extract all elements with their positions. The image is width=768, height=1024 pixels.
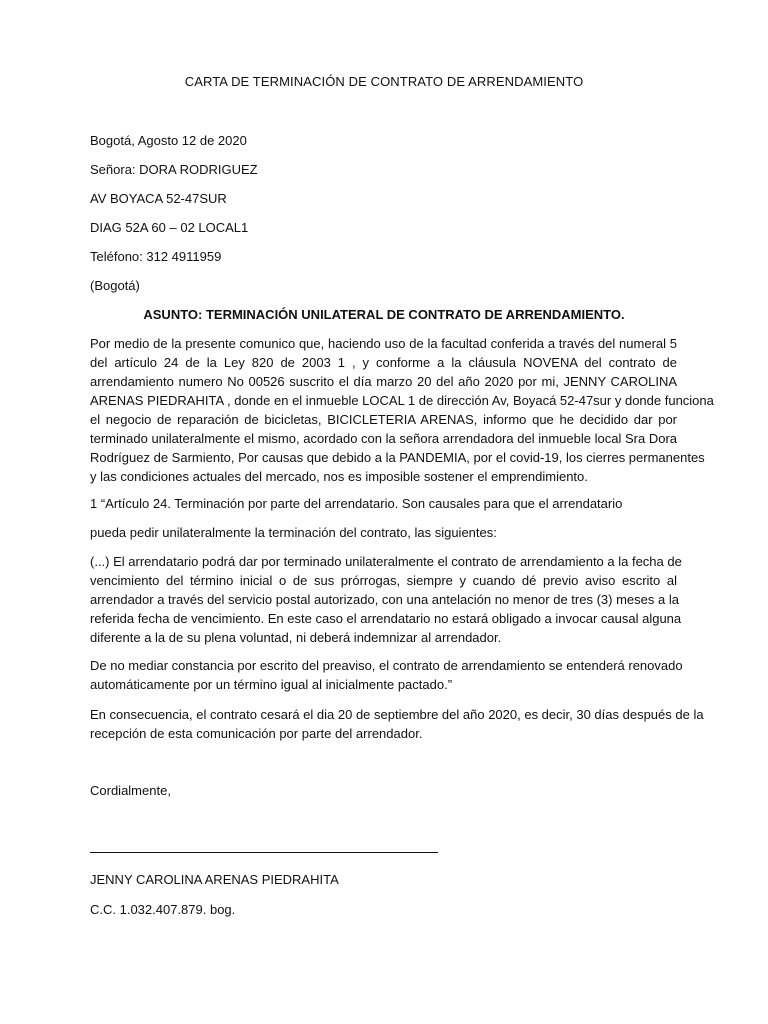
signer-name: JENNY CAROLINA ARENAS PIEDRAHITA — [90, 872, 339, 887]
paragraph-line: diferente a la de su plena voluntad, ni deberá indemnizar al arrendador. — [90, 630, 502, 645]
phone-line: Teléfono: 312 4911959 — [90, 249, 222, 264]
address-line-2: DIAG 52A 60 – 02 LOCAL1 — [90, 220, 249, 235]
paragraph-line: Rodríguez de Sarmiento, Por causas que debido a la PANDEMIA, por el covid-19, los cierres permanentes — [90, 450, 705, 465]
paragraph-line: arrendador a través del servicio postal autorizado, con una antelación no menor de tres (3) meses a la — [90, 592, 679, 607]
paragraph-line: el negocio de reparación de bicicletas, BICICLETERIA ARENAS, informo que he decidido dar por — [90, 412, 677, 427]
paragraph-line: automáticamente por un término igual al inicialmente pactado.” — [90, 677, 453, 692]
body-paragraph-2 — [90, 552, 682, 647]
paragraph-line: En consecuencia, el contrato cesará el dia 20 de septiembre del año 2020, es decir, 30 días después de la — [90, 707, 704, 722]
closing-line: Cordialmente, — [90, 783, 171, 798]
paragraph-line: (...) El arrendatario podrá dar por terminado unilateralmente el contrato de arrendamiento a la fecha de — [90, 554, 682, 569]
paragraph-line: recepción de esta comunicación por parte del arrendador. — [90, 726, 423, 741]
paragraph-line: referida fecha de vencimiento. En este caso el arrendatario no estará obligado a invocar causal alguna — [90, 611, 682, 626]
paragraph-line: del artículo 24 de la Ley 820 de 2003 1 , y conforme a la cláusula NOVENA del contrato de — [90, 355, 677, 370]
signer-id: C.C. 1.032.407.879. bog. — [90, 902, 236, 917]
paragraph-line: ARENAS PIEDRAHITA , donde en el inmueble LOCAL 1 de dirección Av, Boyacá 52-47sur y donde funciona — [90, 393, 714, 408]
recipient-line: Señora: DORA RODRIGUEZ — [90, 162, 258, 177]
subject-line: ASUNTO: TERMINACIÓN UNILATERAL DE CONTRATO DE ARRENDAMIENTO. — [143, 307, 625, 322]
footnote-line-1: 1 “Artículo 24. Terminación por parte del arrendatario. Son causales para que el arrendatario — [90, 496, 623, 511]
paragraph-line: vencimiento del término inicial o de sus prórrogas, siempre y cuando dé previo aviso escrito al — [90, 573, 677, 588]
body-paragraph-4 — [90, 705, 704, 743]
paragraph-line: y las condiciones actuales del mercado, nos es imposible sostener el emprendimiento. — [90, 469, 588, 484]
city-line: (Bogotá) — [90, 278, 140, 293]
body-paragraph-3 — [90, 656, 683, 694]
signature-line — [90, 852, 438, 853]
footnote-line-2: pueda pedir unilateralmente la terminación del contrato, las siguientes: — [90, 525, 497, 540]
paragraph-line: arrendamiento numero No 00526 suscrito el día marzo 20 del año 2020 por mi, JENNY CAROLINA — [90, 374, 677, 389]
document-title: CARTA DE TERMINACIÓN DE CONTRATO DE ARRENDAMIENTO — [184, 74, 584, 89]
address-line-1: AV BOYACA 52-47SUR — [90, 191, 227, 206]
paragraph-line: terminado unilateralmente el mismo, acordado con la señora arrendadora del inmueble local Sra Dora — [90, 431, 677, 446]
paragraph-line: Por medio de la presente comunico que, haciendo uso de la facultad conferida a través del numeral 5 — [90, 336, 677, 351]
paragraph-line: De no mediar constancia por escrito del preaviso, el contrato de arrendamiento se entenderá renovado — [90, 658, 683, 673]
body-paragraph-1 — [90, 334, 714, 486]
date-line: Bogotá, Agosto 12 de 2020 — [90, 133, 247, 148]
